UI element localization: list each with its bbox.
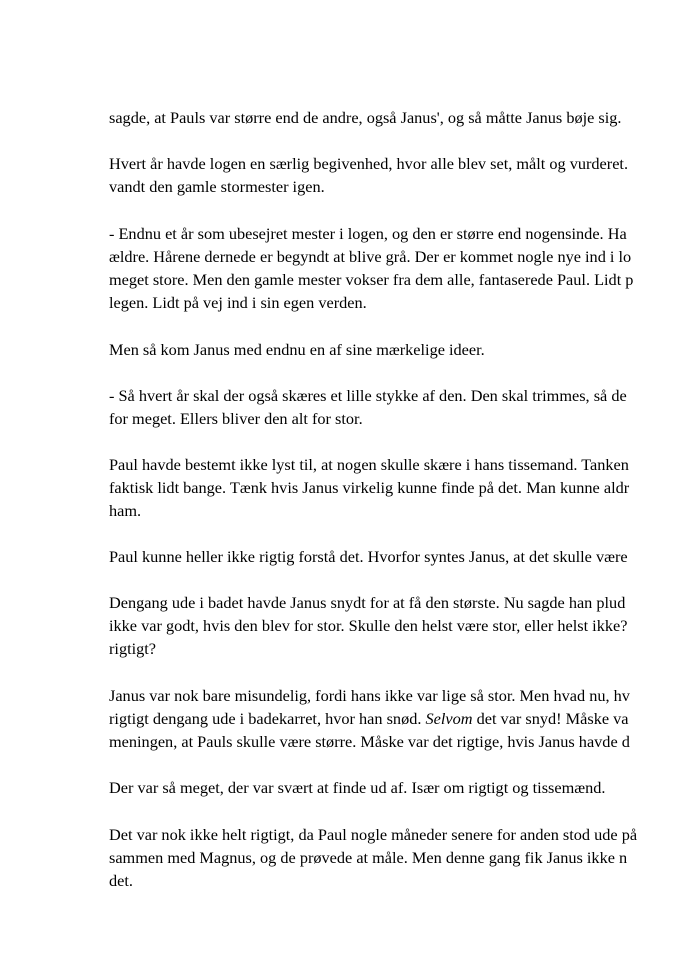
text-line: Hvert år havde logen en særlig begivenhed, hvor alle blev set, målt og vurderet. xyxy=(109,154,629,173)
text-line: for meget. Ellers bliver den alt for stor. xyxy=(109,409,363,428)
text-line xyxy=(109,709,629,729)
text-line: vandt den gamle stormester igen. xyxy=(109,177,325,196)
text-span: rigtigt dengang ude i badekarret, hvor han snød. xyxy=(109,709,422,728)
text-line: ham. xyxy=(109,501,142,520)
text-line: sagde, at Pauls var større end de andre, også Janus', og så måtte Janus bøje sig. xyxy=(109,108,622,127)
text-line: Dengang ude i badet havde Janus snydt for at få den største. Nu sagde han plud xyxy=(109,593,626,612)
text-line: Men så kom Janus med endnu en af sine mærkelige ideer. xyxy=(109,340,485,359)
text-line: Paul kunne heller ikke rigtig forstå det. Hvorfor syntes Janus, at det skulle være xyxy=(109,547,628,566)
italic-word: Selvom xyxy=(425,709,473,728)
text-line: - Så hvert år skal der også skæres et lille stykke af den. Den skal trimmes, så de xyxy=(109,386,627,405)
text-line: Der var så meget, der var svært at finde ud af. Især om rigtigt og tissemænd. xyxy=(109,778,606,797)
text-line: det. xyxy=(109,871,133,890)
text-span: det var snyd! Måske va xyxy=(476,709,629,728)
text-line: Paul havde bestemt ikke lyst til, at nogen skulle skære i hans tissemand. Tanken xyxy=(109,455,629,474)
text-line: - Endnu et år som ubesejret mester i logen, og den er større end nogensinde. Ha xyxy=(109,224,627,243)
text-line: meget store. Men den gamle mester vokser fra dem alle, fantaserede Paul. Lidt p xyxy=(109,270,634,289)
text-line: faktisk lidt bange. Tænk hvis Janus virkelig kunne finde på det. Man kunne aldr xyxy=(109,478,630,497)
text-line: sammen med Magnus, og de prøvede at måle. Men denne gang fik Janus ikke n xyxy=(109,848,628,867)
text-line: ikke var godt, hvis den blev for stor. Skulle den helst være stor, eller helst ikke? xyxy=(109,616,628,635)
text-line: rigtigt? xyxy=(109,639,157,658)
text-line: Janus var nok bare misundelig, fordi hans ikke var lige så stor. Men hvad nu, hv xyxy=(109,686,630,705)
text-line: legen. Lidt på vej ind i sin egen verden. xyxy=(109,293,367,312)
text-line: ældre. Hårene dernede er begyndt at blive grå. Der er kommet nogle nye ind i lo xyxy=(109,247,632,266)
text-line: meningen, at Pauls skulle være større. Måske var det rigtige, hvis Janus havde d xyxy=(109,732,630,751)
text-line: Det var nok ikke helt rigtigt, da Paul nogle måneder senere for anden stod ude på xyxy=(109,825,638,844)
